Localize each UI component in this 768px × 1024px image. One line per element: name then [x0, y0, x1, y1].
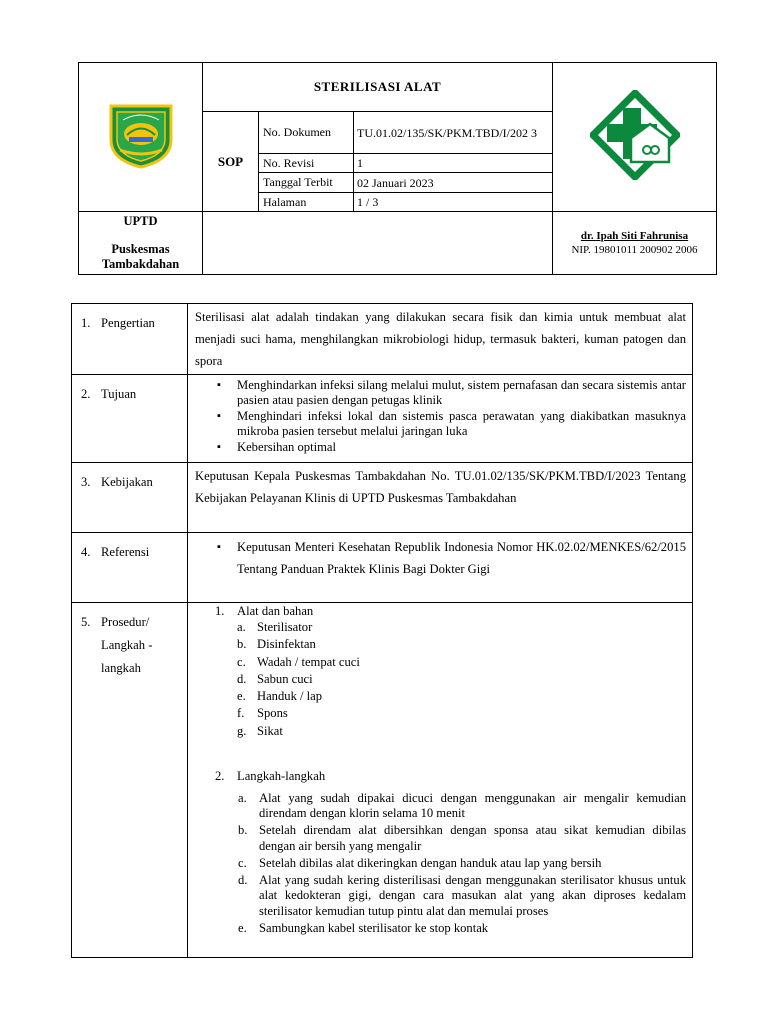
heading-num: 1.: [215, 604, 225, 618]
item-text: Wadah / tempat cuci: [257, 654, 360, 669]
label-line: Prosedur/: [101, 615, 150, 629]
section-num: 4.: [81, 545, 91, 559]
meta-value-no-revisi: 1: [354, 154, 553, 173]
list-item: [237, 671, 686, 688]
list-item: [237, 723, 686, 740]
item-letter: g.: [237, 723, 247, 738]
list-item: [237, 636, 686, 653]
section-body-referensi: [188, 533, 693, 603]
section-row-pengertian: [72, 304, 693, 375]
heading-text: Alat dan bahan: [237, 604, 314, 618]
section-title: Pengertian: [101, 316, 155, 330]
item-text: Spons: [257, 706, 288, 721]
regency-seal-icon: [105, 100, 177, 170]
section-num: 2.: [81, 387, 91, 401]
meta-label-no-dokumen: No. Dokumen: [259, 112, 354, 154]
regency-seal-logo: [79, 63, 203, 212]
section-body-pengertian: [188, 304, 693, 375]
item-text: Disinfektan: [257, 637, 316, 652]
section-num: 5.: [81, 615, 91, 629]
section-label-pengertian: [72, 304, 188, 375]
pengertian-text: Sterilisasi alat adalah tindakan yang dilakukan secara fisik dan kimia untuk membuat alat menjadi suci hama, menghilangkan mikrobiologi hidup, termasuk bakteri, kuman patogen dan spora: [195, 310, 686, 368]
organization-name: [79, 212, 203, 275]
list-item: [237, 619, 686, 636]
item-letter: c.: [238, 855, 247, 870]
section-label-kebijakan: [72, 463, 188, 533]
meta-value-no-dokumen: TU.01.02/135/SK/PKM.TBD/I/202 3: [354, 112, 553, 154]
item-text: Sambungkan kabel sterilisator ke stop kontak: [259, 920, 489, 935]
item-letter: a.: [237, 620, 246, 634]
section-num: 3.: [81, 475, 91, 489]
item-text: Sikat: [257, 723, 283, 738]
document-title: STERILISASI ALAT: [203, 63, 553, 112]
section-title: Referensi: [101, 545, 150, 559]
heading-num: 2.: [215, 769, 225, 784]
item-letter: d.: [238, 873, 248, 888]
org-line-puskesmas: Puskesmas Tambakdahan: [101, 242, 180, 271]
org-line-uptd: UPTD: [123, 214, 158, 228]
signatory-name: dr. Ipah Siti Fahrunisa: [580, 230, 689, 242]
section-label-prosedur: [72, 603, 188, 958]
meta-label-halaman: Halaman: [259, 193, 354, 212]
meta-value-halaman: 1 / 3: [354, 193, 553, 212]
list-item: [238, 921, 686, 936]
referensi-list: [195, 536, 686, 580]
list-item: ▪ Kebersihan optimal: [215, 440, 686, 455]
list-item: ▪ Menghindarkan infeksi silang melalui mulut, sistem pernafasan dan secara sistemis antar pasien atau pasien dengan petugas klinik: [215, 378, 686, 408]
item-letter: a.: [238, 791, 247, 806]
section-row-referensi: [72, 533, 693, 603]
item-text: Setelah dibilas alat dikeringkan dengan handuk atau lap yang bersih: [259, 855, 602, 870]
list-item: ▪ Menghindari infeksi lokal dan sistemis pasca perawatan yang diakibatkan masuknya mikroba pasien tersebut melalui jaringan luka: [215, 409, 686, 439]
item-letter: e.: [238, 920, 247, 935]
section-body-tujuan: [188, 375, 693, 463]
meta-value-tanggal-terbit: 02 Januari 2023: [354, 173, 553, 193]
alat-bahan-heading: [215, 603, 686, 619]
section-row-kebijakan: [72, 463, 693, 533]
sop-content-table: [71, 303, 693, 958]
heading-text: Langkah-langkah: [237, 769, 326, 784]
list-item: [238, 856, 686, 871]
langkah-list: [238, 791, 686, 936]
signature-block: [553, 212, 717, 275]
list-item: ▪ Keputusan Menteri Kesehatan Republik Indonesia Nomor HK.02.02/MENKES/62/2015 Tentang Panduan Praktek Klinis Bagi Dokter Gigi: [215, 536, 686, 580]
kebijakan-text: Keputusan Kepala Puskesmas Tambakdahan No. TU.01.02/135/SK/PKM.TBD/I/2023 Tentang Kebijakan Pelayanan Klinis di UPTD Puskesmas Tambakdahan: [195, 469, 686, 505]
label-line: Langkah -: [101, 638, 153, 652]
list-item: [237, 654, 686, 671]
section-body-prosedur: [188, 603, 693, 958]
section-label-tujuan: [72, 375, 188, 463]
langkah-heading: [215, 768, 686, 784]
item-text: Alat yang sudah dipakai dicuci dengan menggunakan air mengalir kemudian direndam dengan klorin selama 10 menit: [259, 791, 686, 821]
puskesmas-cross-icon: [590, 90, 680, 180]
item-text: Setelah direndam alat dibersihkan dengan sponsa atau sikat kemudian dibilas dengan air bersih yang mengalir: [259, 823, 686, 853]
section-title: [101, 611, 152, 680]
item-letter: b.: [237, 637, 247, 652]
empty-approval-cell: [203, 212, 553, 275]
list-item: [238, 873, 686, 919]
item-text: Sabun cuci: [257, 671, 313, 686]
list-item: [237, 688, 686, 705]
section-num: 1.: [81, 316, 91, 330]
item-text: Alat yang sudah kering disterilisasi dengan menggunakan sterilisator khusus untuk alat kedokteran gigi, dengan cara masukan alat yang akan diproses kedalam sterilisator kemudian tutup pintu alat dan memulai proses: [259, 873, 686, 918]
alat-bahan-list: [237, 619, 686, 740]
section-label-referensi: [72, 533, 188, 603]
item-text: Sterilisator: [257, 620, 313, 634]
item-letter: f.: [237, 706, 245, 721]
label-line: langkah: [101, 661, 141, 675]
meta-label-no-revisi: No. Revisi: [259, 154, 354, 173]
list-item: [237, 705, 686, 722]
list-item: [238, 791, 686, 821]
sop-header-table: [78, 62, 717, 275]
section-row-tujuan: [72, 375, 693, 463]
item-letter: b.: [238, 823, 248, 838]
section-title: Kebijakan: [101, 475, 153, 489]
section-body-kebijakan: [188, 463, 693, 533]
list-item: [238, 823, 686, 853]
item-letter: e.: [237, 689, 246, 704]
puskesmas-logo: [553, 63, 717, 212]
signatory-nip: NIP. 19801011 200902 2006: [571, 244, 698, 256]
item-letter: d.: [237, 671, 247, 686]
meta-label-tanggal-terbit: Tanggal Terbit: [259, 173, 354, 193]
section-row-prosedur: [72, 603, 693, 958]
item-letter: c.: [237, 654, 246, 669]
section-title: Tujuan: [101, 387, 137, 401]
sop-label: SOP: [203, 112, 259, 212]
tujuan-list: [195, 378, 686, 455]
item-text: Handuk / lap: [257, 689, 323, 704]
